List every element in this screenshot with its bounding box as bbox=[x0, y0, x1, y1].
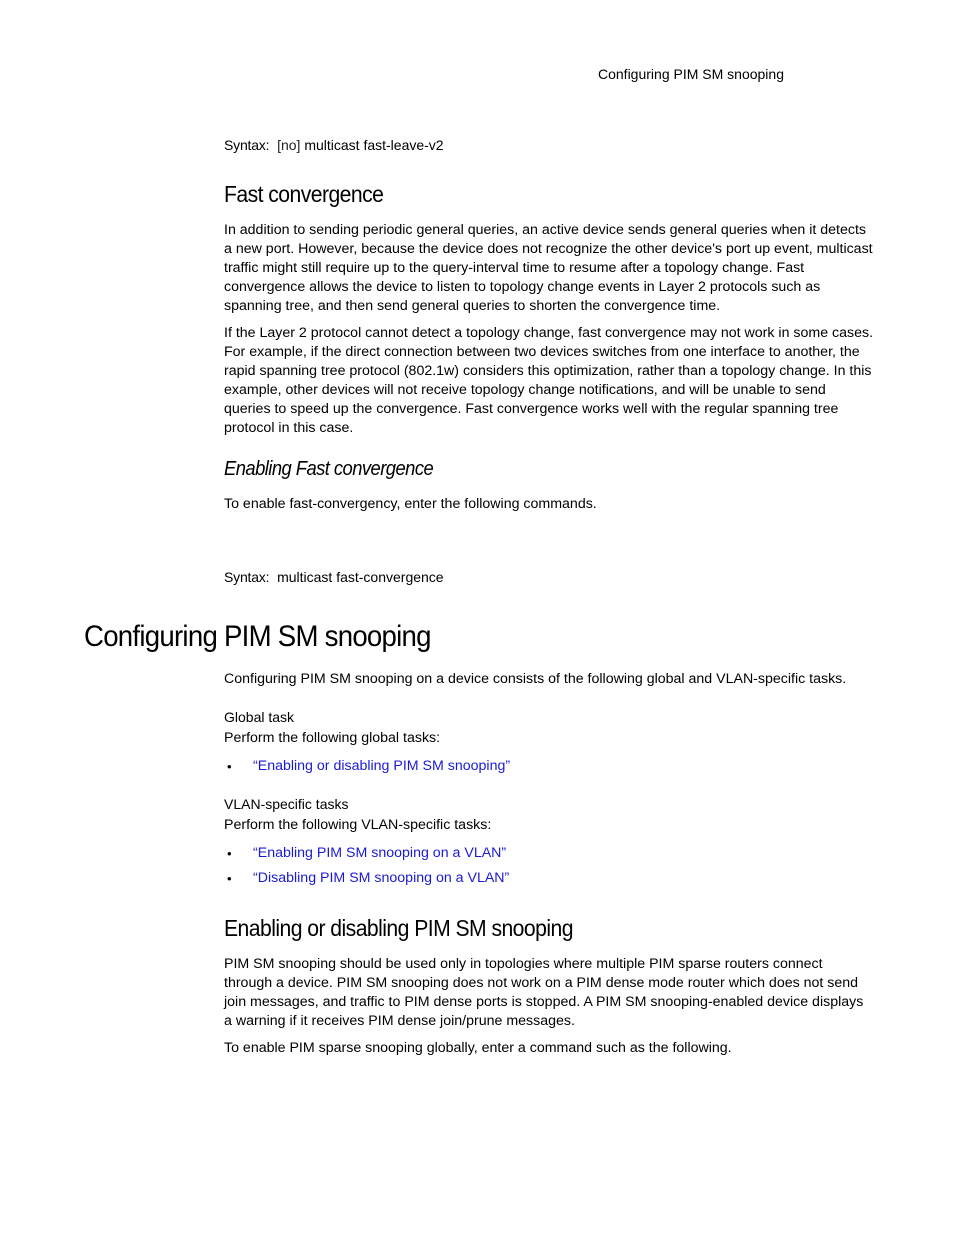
list-item bbox=[224, 866, 509, 891]
global-task-heading: Global task bbox=[224, 709, 295, 725]
syntax-optional: [no] bbox=[277, 137, 301, 153]
syntax-fast-leave bbox=[224, 136, 444, 154]
list-item bbox=[224, 754, 510, 779]
vlan-task-list bbox=[224, 841, 509, 891]
link-enabling-or-disabling-pim-sm-snooping[interactable]: “Enabling or disabling PIM SM snooping” bbox=[253, 758, 511, 774]
running-header: Configuring PIM SM snooping bbox=[598, 66, 784, 82]
heading-configuring-pim-sm-snooping: Configuring PIM SM snooping bbox=[84, 620, 431, 653]
bullet-icon: • bbox=[227, 759, 232, 774]
fast-convergence-paragraph-2: If the Layer 2 protocol cannot detect a topology change, fast convergence may not work in some cases. For example, if the direct connection between two devices switches from one interface to another, the rapid spanning tree protocol (802.1w) considers this optimization, rather than a topology change. In this example, other devices will not receive topology change notifications, and will be unable to send queries to speed up the convergence. Fast convergence works well with the regular spanning tree protocol in this case. bbox=[224, 325, 874, 436]
bullet-icon: • bbox=[227, 846, 232, 861]
bullet-icon: • bbox=[227, 871, 232, 886]
syntax-label: Syntax: bbox=[224, 137, 270, 153]
heading-enabling-or-disabling-pim-sm-snooping: Enabling or disabling PIM SM snooping bbox=[224, 915, 573, 941]
link-enabling-pim-sm-snooping-on-vlan[interactable]: “Enabling PIM SM snooping on a VLAN” bbox=[253, 845, 507, 861]
link-disabling-pim-sm-snooping-on-vlan[interactable]: “Disabling PIM SM snooping on a VLAN” bbox=[253, 870, 510, 886]
list-item bbox=[224, 841, 509, 866]
syntax-fast-convergence bbox=[224, 568, 444, 586]
heading-fast-convergence: Fast convergence bbox=[224, 181, 384, 207]
configuring-pim-intro: Configuring PIM SM snooping on a device consists of the following global and VLAN-specific tasks. bbox=[224, 671, 847, 687]
syntax-command: multicast fast-leave-v2 bbox=[304, 137, 444, 153]
syntax-command: multicast fast-convergence bbox=[277, 569, 444, 585]
fast-convergence-paragraph-1: In addition to sending periodic general queries, an active device sends general queries when it detects a new port. However, because the device does not recognize the other device's port up event, multicast traffic might still require up to the query-interval time to resume after a topology change. Fast convergence allows the device to listen to topology change events in Layer 2 protocols such as spanning tree, and then send general queries to shorten the convergence time. bbox=[224, 222, 873, 314]
global-task-intro: Perform the following global tasks: bbox=[224, 730, 441, 746]
enabling-pim-paragraph-1: PIM SM snooping should be used only in topologies where multiple PIM sparse routers connect through a device. PIM SM snooping does not work on a PIM dense mode router which does not send join messages, and traffic to PIM dense ports is stopped. A PIM SM snooping-enabled device displays a warning if it receives PIM dense join/prune messages. bbox=[224, 956, 864, 1029]
syntax-label: Syntax: bbox=[224, 569, 270, 585]
enabling-pim-paragraph-2: To enable PIM sparse snooping globally, enter a command such as the following. bbox=[224, 1040, 732, 1056]
enabling-fast-convergence-intro: To enable fast-convergency, enter the following commands. bbox=[224, 496, 597, 512]
vlan-tasks-intro: Perform the following VLAN-specific tasks: bbox=[224, 817, 492, 833]
vlan-tasks-heading: VLAN-specific tasks bbox=[224, 796, 349, 812]
heading-enabling-fast-convergence: Enabling Fast convergence bbox=[224, 458, 434, 480]
global-task-list bbox=[224, 754, 510, 779]
